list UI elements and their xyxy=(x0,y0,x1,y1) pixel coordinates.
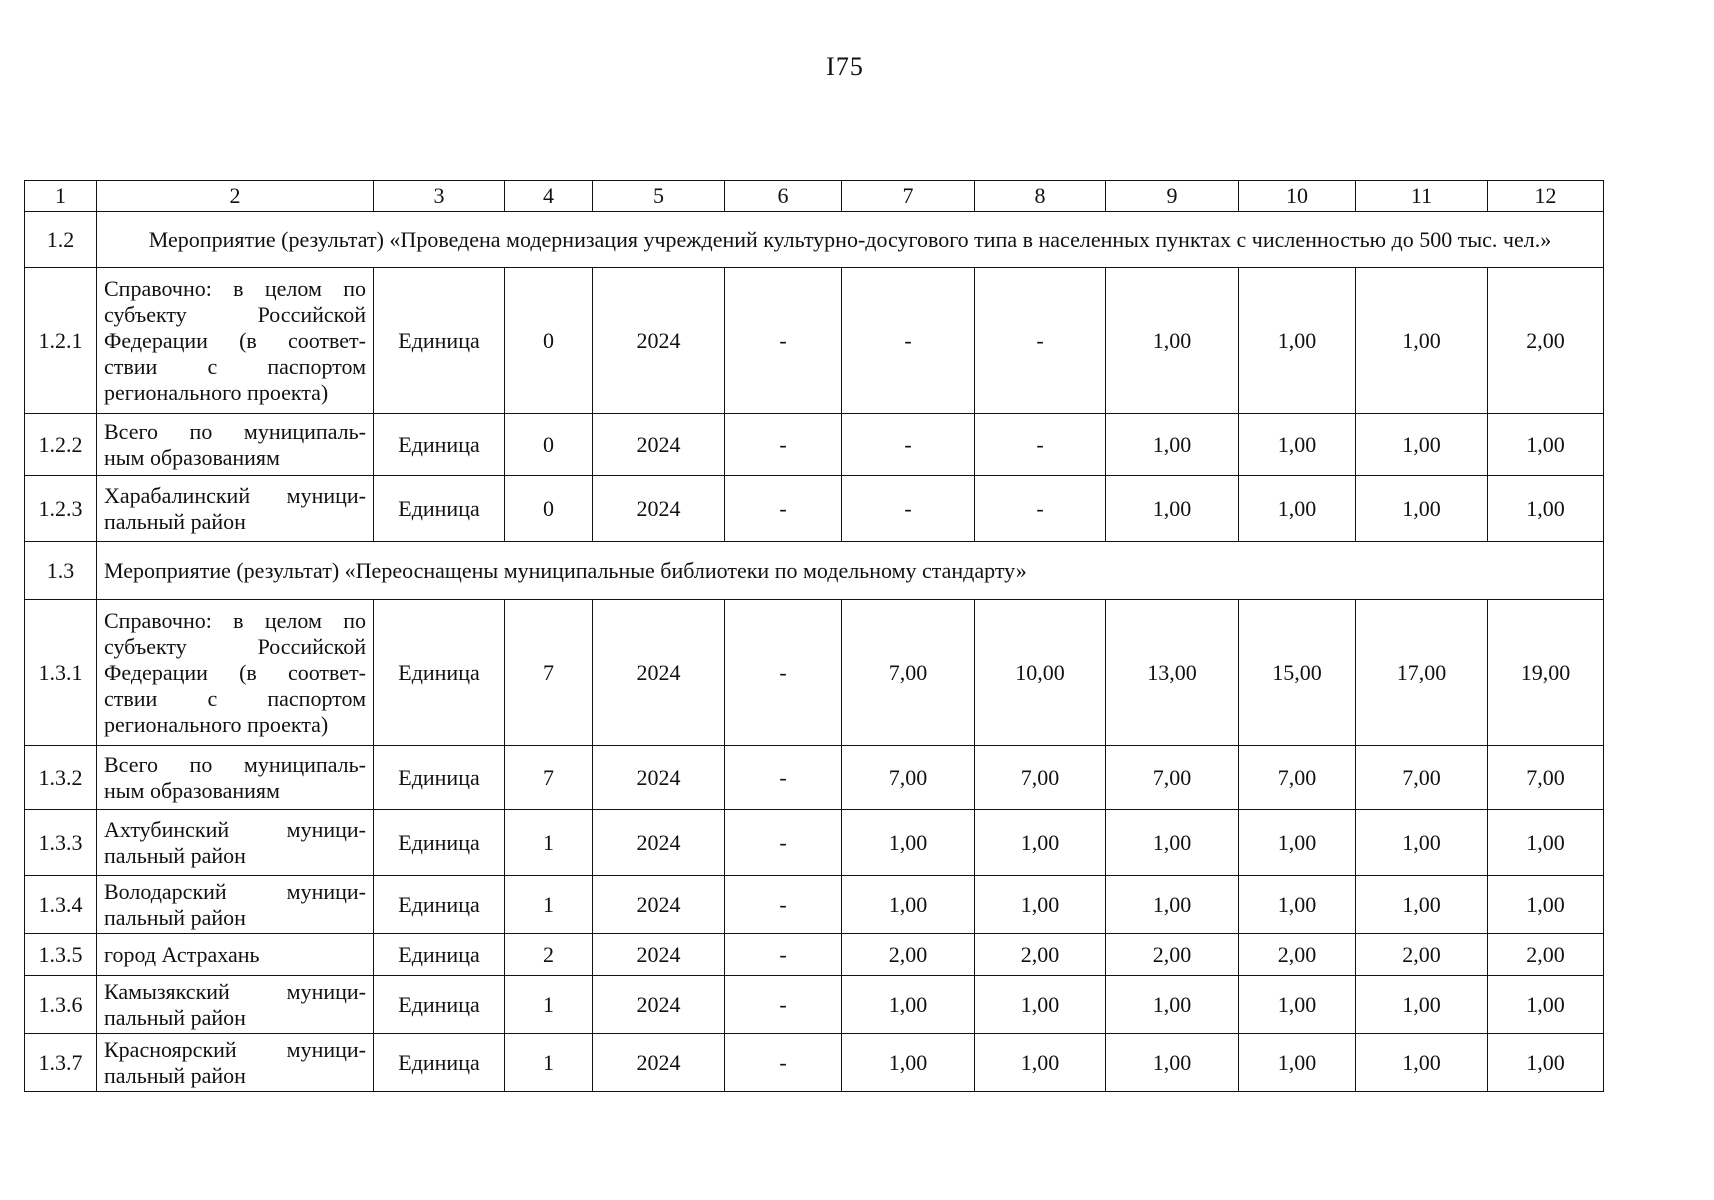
table-row xyxy=(25,810,1604,876)
row-name xyxy=(97,876,374,934)
row-name-line: ствии с паспортом xyxy=(104,353,366,379)
cell-v11: 2,00 xyxy=(1356,934,1488,976)
table-row xyxy=(25,1034,1604,1092)
column-number: 3 xyxy=(374,181,505,212)
cell-base: 0 xyxy=(505,476,593,542)
cell-v7: - xyxy=(842,414,975,476)
cell-year: 2024 xyxy=(593,810,725,876)
cell-unit: Единица xyxy=(374,476,505,542)
row-name-line: пальный район xyxy=(104,842,246,868)
row-name-line: Ахтубинский муници- xyxy=(104,816,366,842)
cell-v10: 1,00 xyxy=(1239,1034,1356,1092)
cell-v11: 1,00 xyxy=(1356,476,1488,542)
cell-year: 2024 xyxy=(593,746,725,810)
cell-v9: 1,00 xyxy=(1106,876,1239,934)
cell-v9: 2,00 xyxy=(1106,934,1239,976)
row-id: 1.2.1 xyxy=(25,268,97,414)
cell-unit: Единица xyxy=(374,268,505,414)
cell-v6: - xyxy=(725,746,842,810)
cell-v9: 1,00 xyxy=(1106,810,1239,876)
row-id: 1.3.5 xyxy=(25,934,97,976)
cell-v12: 1,00 xyxy=(1488,976,1604,1034)
page-number: I75 xyxy=(826,52,864,81)
row-name-line: Всего по муниципаль- xyxy=(104,418,366,444)
column-number: 6 xyxy=(725,181,842,212)
cell-v8: - xyxy=(975,268,1106,414)
row-name-line: пальный район xyxy=(104,508,246,534)
table-body xyxy=(25,181,1604,1092)
cell-v6: - xyxy=(725,476,842,542)
cell-base: 0 xyxy=(505,268,593,414)
cell-v9: 7,00 xyxy=(1106,746,1239,810)
row-name-line: субъекту Российской xyxy=(104,633,366,659)
cell-year: 2024 xyxy=(593,876,725,934)
table-row xyxy=(25,746,1604,810)
cell-v9: 1,00 xyxy=(1106,1034,1239,1092)
cell-v7: 7,00 xyxy=(842,746,975,810)
row-name xyxy=(97,414,374,476)
cell-v10: 1,00 xyxy=(1239,476,1356,542)
table-row xyxy=(25,476,1604,542)
row-name xyxy=(97,268,374,414)
cell-v8: 1,00 xyxy=(975,976,1106,1034)
section-id: 1.2 xyxy=(25,212,97,268)
cell-v11: 1,00 xyxy=(1356,876,1488,934)
cell-v12: 1,00 xyxy=(1488,876,1604,934)
cell-v11: 1,00 xyxy=(1356,268,1488,414)
row-name xyxy=(97,810,374,876)
row-name xyxy=(97,934,374,976)
cell-v8: 1,00 xyxy=(975,1034,1106,1092)
row-id: 1.3.3 xyxy=(25,810,97,876)
cell-v9: 1,00 xyxy=(1106,268,1239,414)
cell-year: 2024 xyxy=(593,934,725,976)
table-row xyxy=(25,268,1604,414)
section-id: 1.3 xyxy=(25,542,97,600)
cell-v11: 1,00 xyxy=(1356,976,1488,1034)
row-name-line: Всего по муниципаль- xyxy=(104,751,366,777)
cell-v7: 7,00 xyxy=(842,600,975,746)
cell-v12: 2,00 xyxy=(1488,934,1604,976)
row-name-line: Справочно: в целом по xyxy=(104,607,366,633)
cell-unit: Единица xyxy=(374,876,505,934)
cell-base: 0 xyxy=(505,414,593,476)
cell-v7: 1,00 xyxy=(842,876,975,934)
section-row xyxy=(25,212,1604,268)
cell-v11: 1,00 xyxy=(1356,1034,1488,1092)
row-name-line: Федерации (в соответ- xyxy=(104,659,366,685)
cell-v6: - xyxy=(725,1034,842,1092)
cell-base: 7 xyxy=(505,600,593,746)
row-name xyxy=(97,600,374,746)
cell-v10: 1,00 xyxy=(1239,876,1356,934)
cell-v6: - xyxy=(725,268,842,414)
cell-v12: 19,00 xyxy=(1488,600,1604,746)
cell-v7: 1,00 xyxy=(842,976,975,1034)
row-name-line: пальный район xyxy=(104,1062,246,1088)
row-name-line: ным образованиям xyxy=(104,444,280,470)
cell-v10: 1,00 xyxy=(1239,268,1356,414)
column-number: 5 xyxy=(593,181,725,212)
cell-v10: 1,00 xyxy=(1239,414,1356,476)
column-number: 8 xyxy=(975,181,1106,212)
cell-unit: Единица xyxy=(374,934,505,976)
cell-base: 1 xyxy=(505,976,593,1034)
cell-v8: 10,00 xyxy=(975,600,1106,746)
cell-v7: 1,00 xyxy=(842,810,975,876)
table-row xyxy=(25,976,1604,1034)
cell-unit: Единица xyxy=(374,1034,505,1092)
row-name-line: Справочно: в целом по xyxy=(104,275,366,301)
column-number: 1 xyxy=(25,181,97,212)
cell-year: 2024 xyxy=(593,476,725,542)
cell-v8: 1,00 xyxy=(975,876,1106,934)
cell-v10: 7,00 xyxy=(1239,746,1356,810)
cell-v10: 2,00 xyxy=(1239,934,1356,976)
cell-v10: 1,00 xyxy=(1239,810,1356,876)
cell-base: 1 xyxy=(505,876,593,934)
cell-v8: - xyxy=(975,414,1106,476)
cell-year: 2024 xyxy=(593,268,725,414)
cell-v9: 1,00 xyxy=(1106,414,1239,476)
cell-v8: 2,00 xyxy=(975,934,1106,976)
cell-v12: 7,00 xyxy=(1488,746,1604,810)
cell-year: 2024 xyxy=(593,1034,725,1092)
row-name xyxy=(97,476,374,542)
cell-v11: 7,00 xyxy=(1356,746,1488,810)
cell-v11: 1,00 xyxy=(1356,810,1488,876)
table-row xyxy=(25,600,1604,746)
row-name-line: субъекту Российской xyxy=(104,301,366,327)
cell-year: 2024 xyxy=(593,600,725,746)
row-name-line: регионального проекта) xyxy=(104,379,329,405)
cell-base: 1 xyxy=(505,1034,593,1092)
row-id: 1.3.1 xyxy=(25,600,97,746)
cell-v7: 2,00 xyxy=(842,934,975,976)
row-id: 1.3.2 xyxy=(25,746,97,810)
cell-base: 2 xyxy=(505,934,593,976)
indicators-table xyxy=(24,180,1604,1092)
row-name-line: Володарский муници- xyxy=(104,878,366,904)
cell-v8: 1,00 xyxy=(975,810,1106,876)
column-number: 4 xyxy=(505,181,593,212)
cell-base: 7 xyxy=(505,746,593,810)
column-number: 12 xyxy=(1488,181,1604,212)
row-id: 1.2.3 xyxy=(25,476,97,542)
row-name xyxy=(97,746,374,810)
cell-v12: 1,00 xyxy=(1488,810,1604,876)
column-number: 2 xyxy=(97,181,374,212)
cell-v7: - xyxy=(842,476,975,542)
cell-v6: - xyxy=(725,600,842,746)
section-title: Мероприятие (результат) «Проведена модернизация учреждений культурно-досугового типа в населенных пунктах с численностью до 500 тыс. чел.» xyxy=(97,212,1604,268)
cell-unit: Единица xyxy=(374,414,505,476)
cell-year: 2024 xyxy=(593,976,725,1034)
cell-v8: - xyxy=(975,476,1106,542)
cell-v6: - xyxy=(725,876,842,934)
column-number: 10 xyxy=(1239,181,1356,212)
column-number: 7 xyxy=(842,181,975,212)
row-id: 1.3.7 xyxy=(25,1034,97,1092)
cell-unit: Единица xyxy=(374,976,505,1034)
column-number-row xyxy=(25,181,1604,212)
column-number: 9 xyxy=(1106,181,1239,212)
row-name-line: ным образованиям xyxy=(104,777,280,803)
cell-v6: - xyxy=(725,976,842,1034)
cell-v9: 1,00 xyxy=(1106,476,1239,542)
row-name-line: ствии с паспортом xyxy=(104,685,366,711)
row-name xyxy=(97,976,374,1034)
section-title: Мероприятие (результат) «Переоснащены муниципальные библиотеки по модельному стандарту» xyxy=(97,542,1604,600)
cell-v8: 7,00 xyxy=(975,746,1106,810)
cell-unit: Единица xyxy=(374,810,505,876)
cell-unit: Единица xyxy=(374,746,505,810)
row-name-line: регионального проекта) xyxy=(104,711,329,737)
row-name-line: город Астрахань xyxy=(104,941,260,967)
column-number: 11 xyxy=(1356,181,1488,212)
section-row xyxy=(25,542,1604,600)
cell-v7: - xyxy=(842,268,975,414)
cell-v12: 1,00 xyxy=(1488,476,1604,542)
cell-v10: 1,00 xyxy=(1239,976,1356,1034)
row-id: 1.2.2 xyxy=(25,414,97,476)
cell-year: 2024 xyxy=(593,414,725,476)
cell-v12: 1,00 xyxy=(1488,1034,1604,1092)
cell-v11: 1,00 xyxy=(1356,414,1488,476)
table-row xyxy=(25,876,1604,934)
table-row xyxy=(25,934,1604,976)
row-name-line: Харабалинский муници- xyxy=(104,482,366,508)
row-name-line: Красноярский муници- xyxy=(104,1036,366,1062)
cell-v7: 1,00 xyxy=(842,1034,975,1092)
cell-v11: 17,00 xyxy=(1356,600,1488,746)
cell-v9: 13,00 xyxy=(1106,600,1239,746)
row-name-line: пальный район xyxy=(104,1004,246,1030)
cell-unit: Единица xyxy=(374,600,505,746)
cell-v10: 15,00 xyxy=(1239,600,1356,746)
cell-v6: - xyxy=(725,810,842,876)
cell-v6: - xyxy=(725,934,842,976)
row-name-line: Федерации (в соответ- xyxy=(104,327,366,353)
row-name xyxy=(97,1034,374,1092)
row-id: 1.3.6 xyxy=(25,976,97,1034)
row-id: 1.3.4 xyxy=(25,876,97,934)
cell-v12: 1,00 xyxy=(1488,414,1604,476)
cell-v9: 1,00 xyxy=(1106,976,1239,1034)
cell-base: 1 xyxy=(505,810,593,876)
cell-v6: - xyxy=(725,414,842,476)
row-name-line: Камызякский муници- xyxy=(104,978,366,1004)
table-row xyxy=(25,414,1604,476)
cell-v12: 2,00 xyxy=(1488,268,1604,414)
row-name-line: пальный район xyxy=(104,904,246,930)
